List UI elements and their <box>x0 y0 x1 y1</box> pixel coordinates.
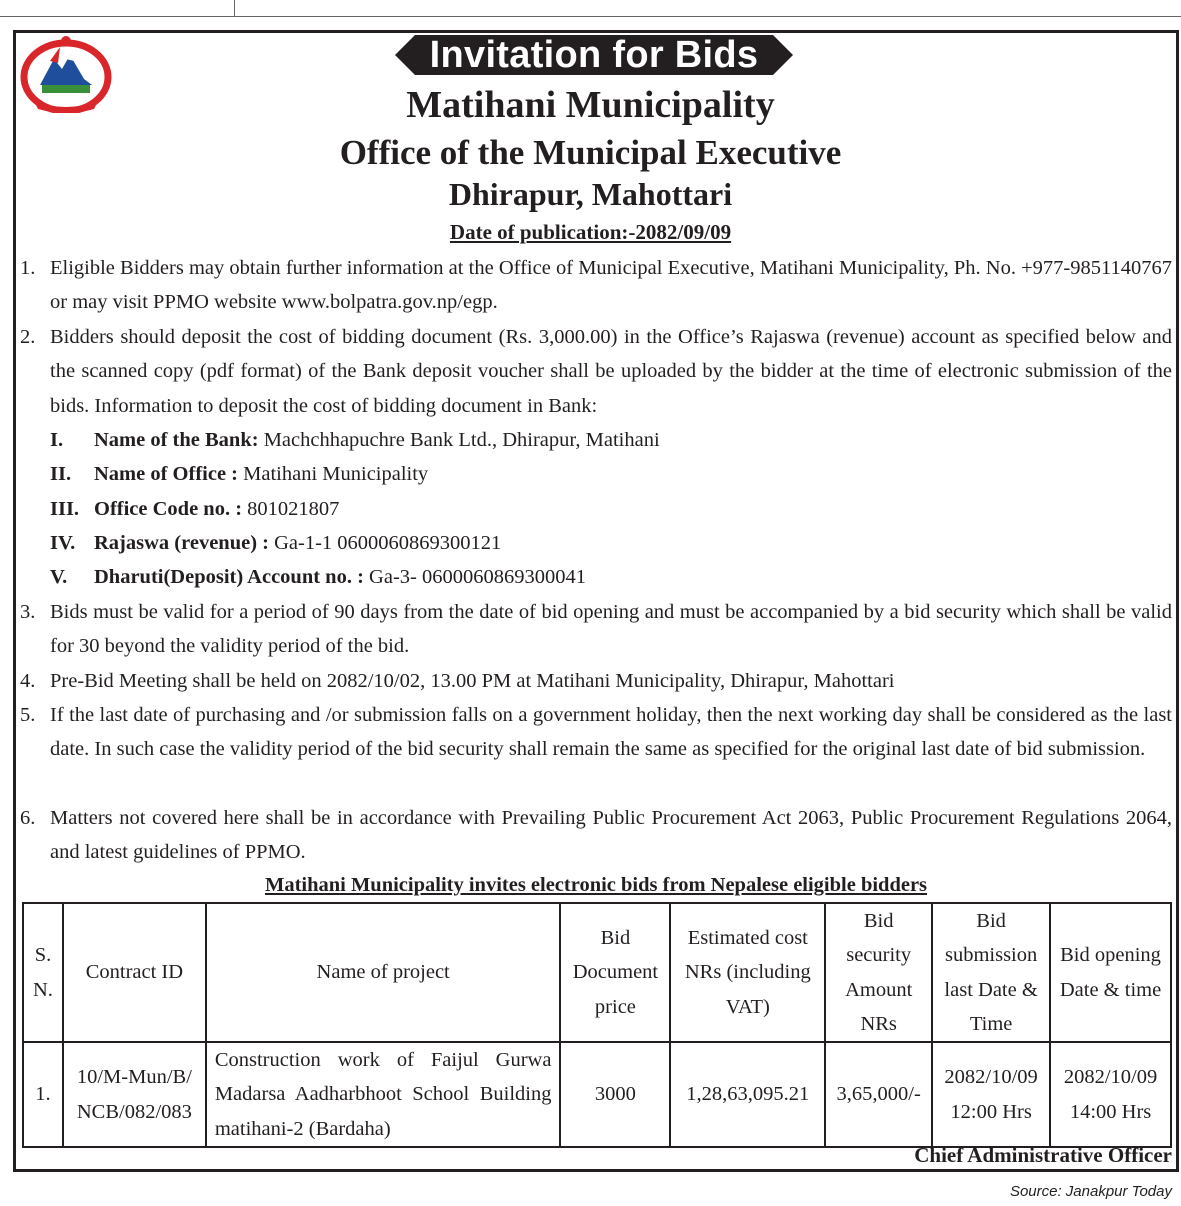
point-number: 4. <box>20 670 36 692</box>
page-top-rule <box>0 0 1181 17</box>
point-number: 5. <box>20 704 36 726</box>
cell-project: Construction work of Faijul Gurwa Madarsa Aadharbhoot School Building matihani-2 (Bardaha) <box>206 1042 561 1147</box>
signature-officer: Chief Administrative Officer <box>914 1143 1172 1167</box>
publication-date: Date of publication:-2082/09/09 <box>449 220 732 244</box>
table-header-row <box>23 903 1171 1042</box>
cell-opening: 2082/10/09 14:00 Hrs <box>1050 1042 1171 1147</box>
header-submission: Bid submission last Date & Time <box>932 903 1050 1042</box>
bank-info-item: II. Name of Office : Matihani Municipality <box>50 463 429 485</box>
header-security: Bid security Amount NRs <box>825 903 932 1042</box>
point-text: Pre-Bid Meeting shall be held on 2082/10/02, 13.00 PM at Matihani Municipality, Dhirapur, Mahottari <box>50 670 895 692</box>
header-project: Name of project <box>206 903 561 1042</box>
point-number: 2. <box>20 326 36 348</box>
point-number: 3. <box>20 601 36 623</box>
office-subtitle: Office of the Municipal Executive <box>339 133 842 172</box>
cell-sn: 1. <box>23 1042 63 1147</box>
bids-table <box>22 902 1172 1148</box>
point-text: Eligible Bidders may obtain further information at the Office of Municipal Executive, Matihani Municipality, Ph. No. +977-9851140767 or may visit PPMO website www.bolpatra.gov.np/egp. <box>50 257 1172 314</box>
point-text: Matters not covered here shall be in accordance with Prevailing Public Procurement Act 2063, Public Procurement Regulations 2064, and latest guidelines of PPMO. <box>50 807 1172 864</box>
bank-info-item: III. Office Code no. : 801021807 <box>50 498 340 520</box>
point-text: If the last date of purchasing and /or submission falls on a government holiday, then the next working day shall be considered as the last date. In such case the validity period of the bid security shall remain the same as specified for the original last date of bid submission. <box>50 704 1172 761</box>
header-sn: S. N. <box>23 903 63 1042</box>
header-doc-price: Bid Document price <box>560 903 670 1042</box>
table-title: Matihani Municipality invites electronic bids from Nepalese eligible bidders <box>264 874 928 896</box>
invitation-banner: Invitation for Bids <box>429 34 759 76</box>
cell-security: 3,65,000/- <box>825 1042 932 1147</box>
point-text: Bidders should deposit the cost of bidding document (Rs. 3,000.00) in the Office’s Rajaswa (revenue) account as specified below and the scanned copy (pdf format) of the Bank deposit voucher shall be uploaded by the bidder at the time of electronic submission of the bids. Information to deposit the cost of bidding document in Bank: <box>50 326 1172 417</box>
cell-estimated-cost: 1,28,63,095.21 <box>670 1042 825 1147</box>
header-opening: Bid opening Date & time <box>1050 903 1171 1042</box>
rule-tick <box>234 0 235 16</box>
cell-doc-price: 3000 <box>560 1042 670 1147</box>
cell-contract-id: 10/M-Mun/B/ NCB/082/083 <box>63 1042 206 1147</box>
source-credit: Source: Janakpur Today <box>1009 1183 1172 1200</box>
bank-info-item: IV. Rajaswa (revenue) : Ga-1-1 0600060869300121 <box>50 532 502 554</box>
header-contract-id: Contract ID <box>63 903 206 1042</box>
table-row <box>23 1042 1171 1147</box>
municipality-title: Matihani Municipality <box>406 84 775 126</box>
bank-info-item: I. Name of the Bank: Machchhapuchre Bank Ltd., Dhirapur, Matihani <box>50 429 660 451</box>
bank-info-item: V. Dharuti(Deposit) Account no. : Ga-3- 0600060869300041 <box>50 566 586 588</box>
point-number: 6. <box>20 807 36 829</box>
header-estimated-cost: Estimated cost NRs (including VAT) <box>670 903 825 1042</box>
point-text: Bids must be valid for a period of 90 days from the date of bid opening and must be accompanied by a bid security which shall be valid for 30 beyond the validity period of the bid. <box>50 601 1172 658</box>
cell-submission: 2082/10/09 12:00 Hrs <box>932 1042 1050 1147</box>
location-heading: Dhirapur, Mahottari <box>448 176 733 212</box>
point-number: 1. <box>20 257 36 279</box>
